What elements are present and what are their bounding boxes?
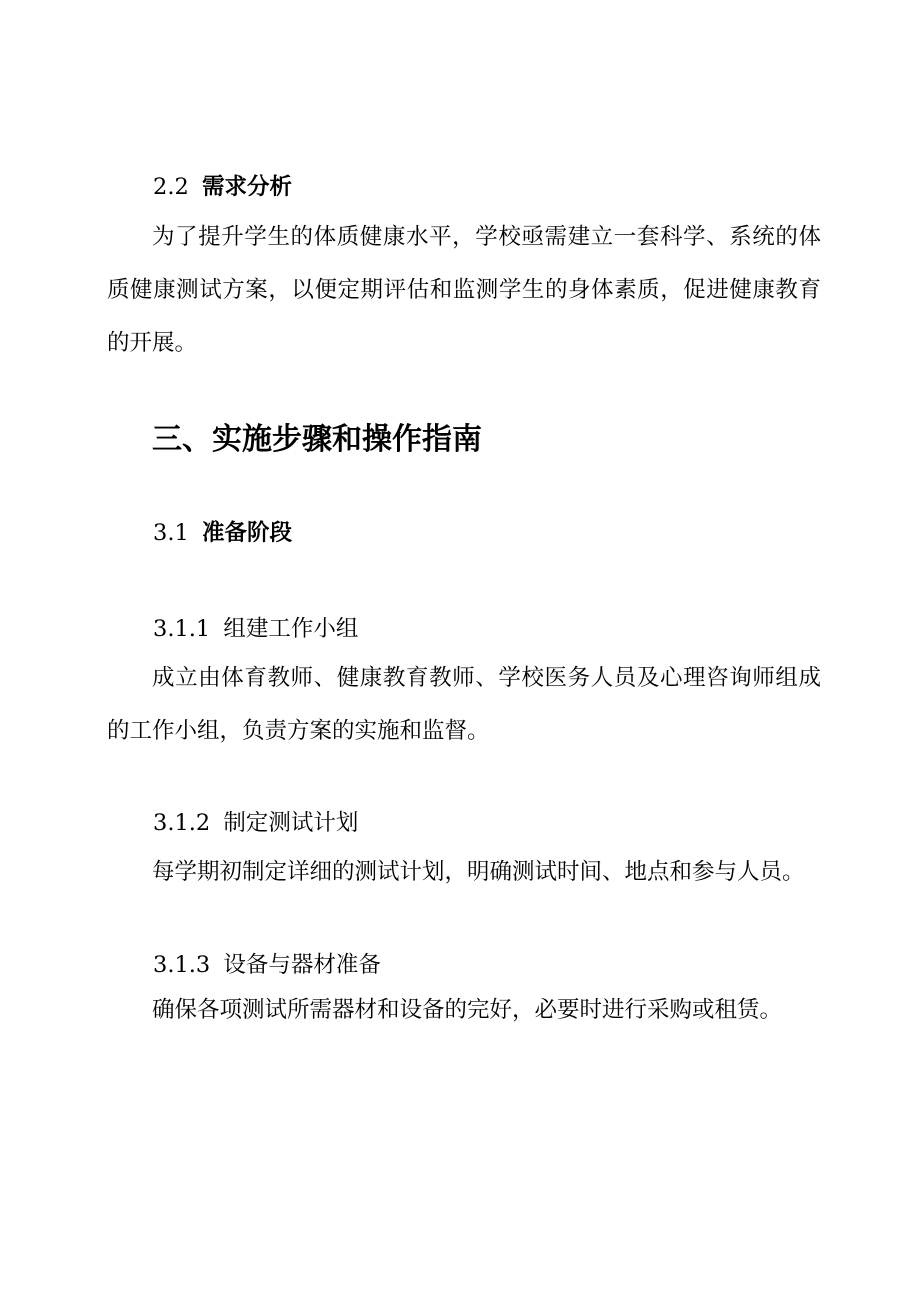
section-title: 需求分析 (201, 174, 292, 200)
section-title: 准备阶段 (201, 520, 292, 546)
section-3-1-3-heading (153, 950, 381, 980)
section-3-1-3-paragraph: 确保各项测试所需器材和设备的完好，必要时进行采购或租赁。 (152, 997, 783, 1023)
section-2-2-heading (153, 172, 292, 202)
section-number: 2.2 (153, 174, 189, 200)
section-number: 3.1.3 (153, 952, 211, 978)
section-number: 3.1.1 (153, 616, 211, 642)
section-title: 组建工作小组 (223, 616, 359, 642)
section-3-1-1-heading (153, 614, 358, 644)
section-3-1-heading (153, 518, 292, 548)
section-2-2-paragraph: 为了提升学生的体质健康水平，学校亟需建立一套科学、系统的体质健康测试方案，以便定期评估和监测学生的身体素质，促进健康教育的开展。 (107, 224, 821, 356)
section-3-1-2-paragraph: 每学期初制定详细的测试计划，明确测试时间、地点和参与人员。 (152, 859, 805, 885)
section-3-1-1-paragraph: 成立由体育教师、健康教育教师、学校医务人员及心理咨询师组成的工作小组，负责方案的实施和监督。 (107, 665, 821, 744)
section-number: 3.1 (153, 520, 189, 546)
section-number: 3.1.2 (153, 810, 211, 836)
section-title: 制定测试计划 (223, 810, 359, 836)
section-3-1-2-heading (153, 808, 358, 838)
chapter-3-heading: 三、实施步骤和操作指南 (152, 422, 482, 457)
section-title: 设备与器材准备 (223, 952, 381, 978)
